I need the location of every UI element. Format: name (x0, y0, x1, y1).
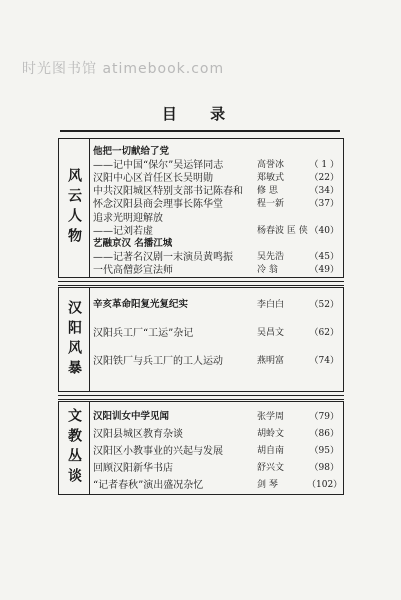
entry-title: ——记中国“保尔”吴运铎同志 (93, 159, 224, 171)
entry-page: （40） (309, 225, 339, 236)
entry-page: （ 1 ） (309, 159, 339, 170)
entry-title: 中共汉阳城区特别支部书记陈春和 (93, 186, 243, 198)
entry-page: （45） (309, 252, 339, 263)
toc-entry (93, 296, 339, 310)
entry-page: （62） (309, 327, 339, 338)
page-title: 目 录 (161, 105, 240, 123)
entry-author: 燕明富 (257, 355, 285, 366)
entry-page: （22） (309, 172, 339, 183)
section-entries (93, 288, 339, 391)
entry-title: “记者春秋”演出盛况杂忆 (93, 479, 204, 491)
toc-entry (93, 352, 339, 366)
entry-title: 汉阳兵工厂“工运”杂记 (93, 327, 194, 339)
entry-title: 汉阳铁厂与兵工厂的工人运动 (93, 355, 223, 367)
entry-page: （34） (309, 186, 339, 197)
entry-author: 剑 琴 (257, 479, 278, 490)
toc-entry (93, 476, 343, 491)
entry-page: （52） (309, 299, 339, 310)
section-fengyun-renwu (58, 138, 344, 278)
toc-entry (93, 442, 339, 456)
toc-entry (93, 324, 339, 338)
entry-title: 回顾汉阳新华书店 (93, 462, 173, 474)
entry-author: 程一新 (257, 199, 285, 210)
entry-author: 张学周 (257, 411, 285, 422)
entry-author: 冷 翁 (257, 265, 278, 276)
entry-page: （95） (309, 445, 339, 456)
toc-entry (93, 425, 339, 439)
entry-page: （79） (309, 411, 339, 422)
entry-title: ——记刘若虚 (93, 225, 153, 237)
entry-title: 一代高僧彭宣法师 (93, 265, 173, 277)
section-entries (93, 139, 339, 277)
entry-title: 汉阳训女中学见闻 (93, 411, 170, 422)
toc-entry (93, 222, 339, 236)
entry-author: 吴昌文 (257, 327, 285, 338)
entry-author: 修 思 (257, 186, 278, 197)
section-entries (93, 402, 343, 494)
entry-page: （102） (307, 479, 343, 490)
entry-page: （98） (309, 462, 339, 473)
entry-author: 胡自南 (257, 445, 285, 456)
entry-page: （86） (309, 428, 339, 439)
section-label: 汉阳风暴 (59, 288, 90, 391)
entry-title: 辛亥革命阳复光复纪实 (93, 299, 189, 310)
entry-author: 杨春波 匡 侠 (257, 225, 308, 236)
section-hanyang-fengbao (58, 287, 344, 392)
entry-author: 李白白 (257, 299, 285, 310)
entry-page: （74） (309, 355, 339, 366)
toc-entry (93, 262, 339, 276)
section-label: 文教丛谈 (59, 402, 90, 494)
entry-page: （37） (309, 199, 339, 210)
entry-page: （49） (309, 265, 339, 276)
toc-entry (93, 459, 339, 473)
section-divider (58, 281, 344, 286)
section-divider (58, 395, 344, 400)
entry-author: 郑敏式 (257, 172, 285, 183)
watermark-text: 时光图书馆 atimebook.com (22, 61, 225, 77)
entry-title: 汉阳中心区首任区长吴明勋 (93, 172, 213, 184)
entry-title: 汉阳区小教事业的兴起与发展 (93, 445, 223, 457)
entry-title: 怀念汉阳县商会理事长陈华堂 (93, 199, 223, 211)
section-label: 风云人物 (59, 139, 90, 277)
toc-entry (93, 408, 339, 422)
entry-author: 舒兴文 (257, 462, 285, 473)
entry-title: 他把一切献给了党 (93, 146, 170, 157)
title-divider (60, 130, 340, 132)
entry-title: 艺融京汉 名播江城 (93, 238, 173, 250)
section-wenjiao-congtan (58, 401, 344, 495)
entry-title: 追求光明迎解放 (93, 212, 163, 224)
entry-title: 汉阳县城区教育杂谈 (93, 428, 183, 440)
entry-title: ——记著名汉剧一末演员黄鸣振 (93, 252, 233, 264)
entry-author: 胡蛉文 (257, 428, 285, 439)
entry-author: 高誉冰 (257, 159, 285, 170)
entry-author: 吴先浩 (257, 252, 285, 263)
